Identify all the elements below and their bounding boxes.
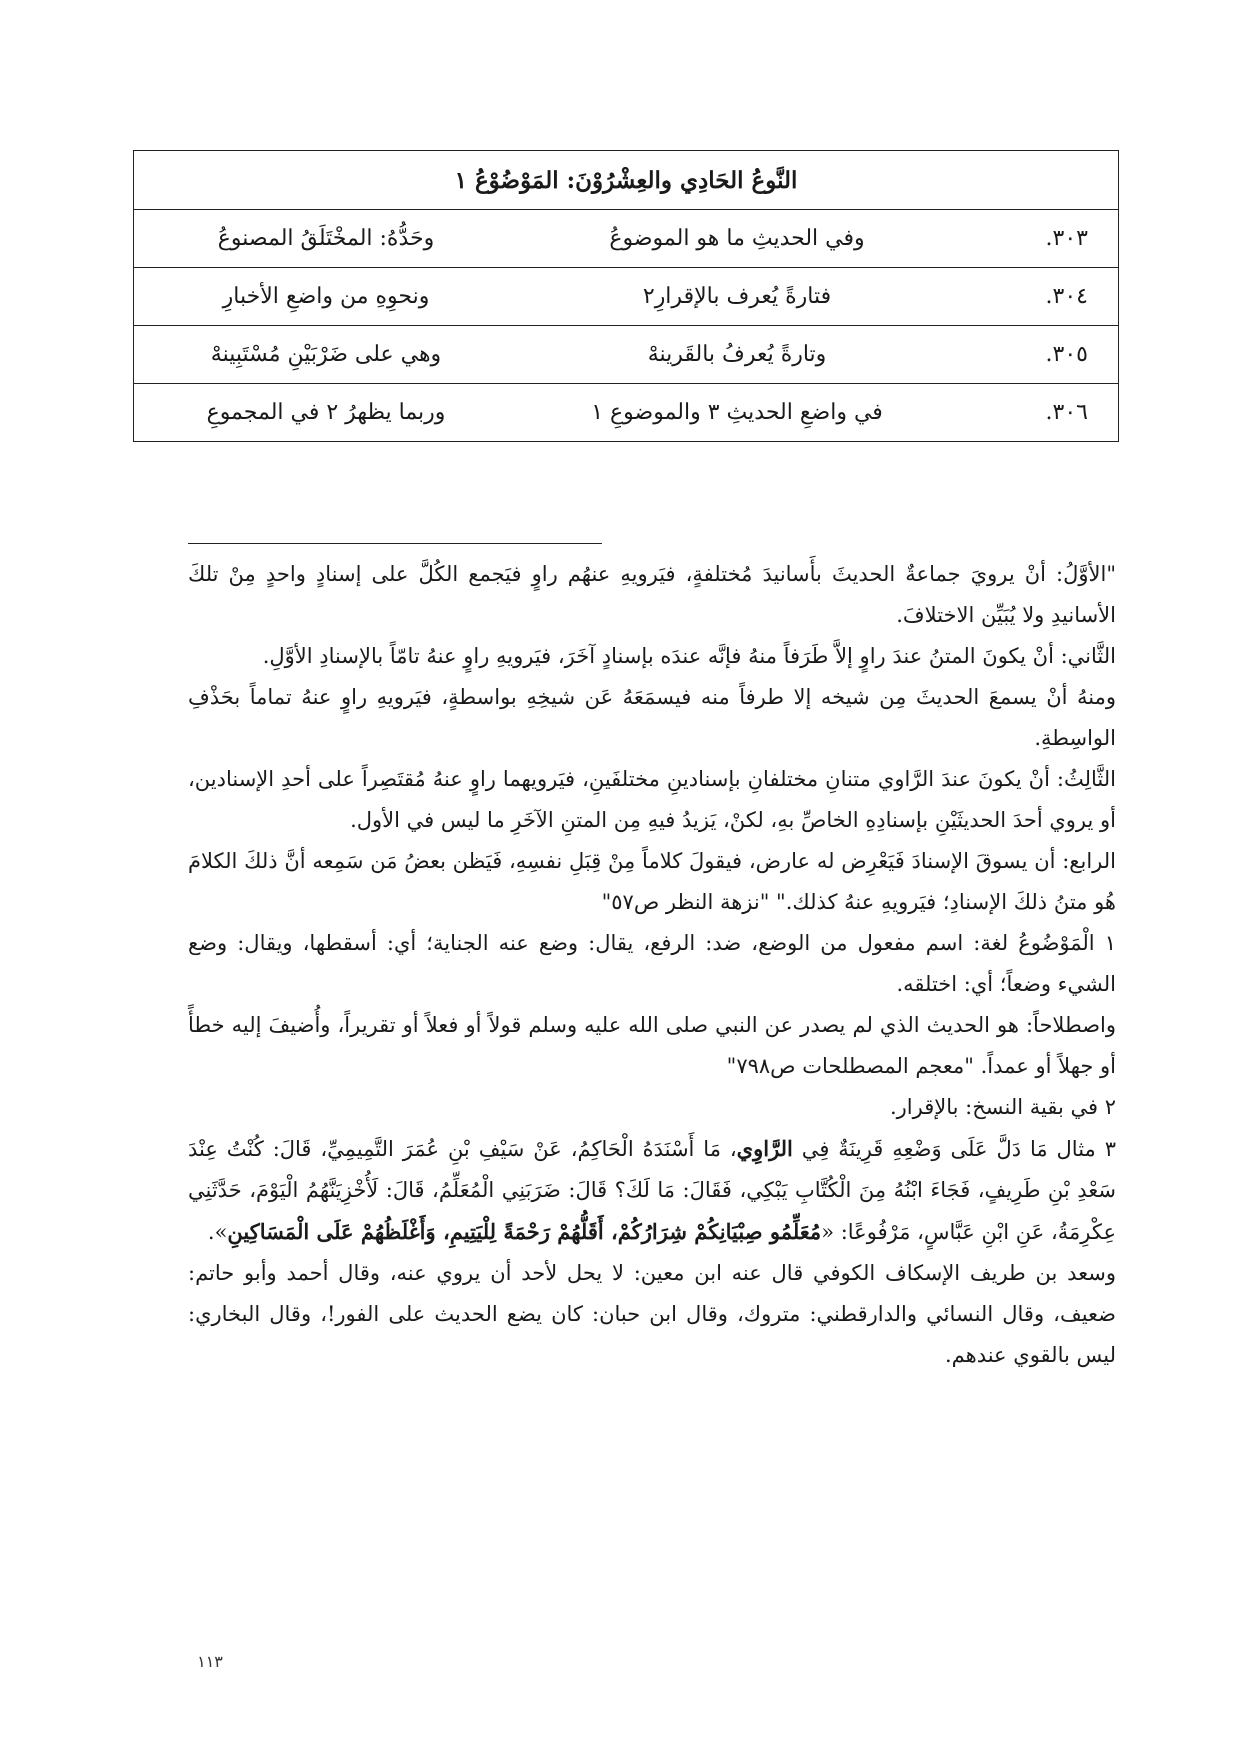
verse-second-hemistich: ونحوِهِ من واضعِ الأخبارِ (134, 268, 519, 326)
verse-number: ٣٠٤. (956, 268, 1119, 326)
footnote-paragraph: الرابع: أن يسوقَ الإسنادَ فَيَعْرِض له عارض، فيقولَ كلاماً مِنْ قِبَلِ نفسِهِ، فَيَظن بعضُ مَن سَمِعه أنَّ ذلكَ الكلامَ هُو متنُ ذلكَ الإسنادِ؛ فيَرويهِ عنهُ كذلك." "نزهة النظر ص٥٧" (188, 849, 1116, 914)
footnote-text: ». (207, 1220, 228, 1244)
verse-second-hemistich: وربما يظهرُ ٢ في المجموعِ (134, 384, 519, 442)
verse-second-hemistich: وحَدُّهُ: المخْتَلَقُ المصنوعُ (134, 210, 519, 268)
footnote-3 (188, 1128, 1116, 1253)
footnote-paragraph: وسعد بن طريف الإسكاف الكوفي قال عنه ابن معين: لا يحل لأحد أن يروي عنه، وقال أحمد وأبو حاتم: ضعيف، وقال النسائي والدارقطني: متروك، وقال ابن حبان: كان يضع الحديث على الفور!، وقال البخاري: ليس بالقوي عندهم. (188, 1261, 1116, 1367)
verse-first-hemistich: فتارةً يُعرف بالإقرارِ٢ (518, 268, 956, 326)
verse-first-hemistich: في واضعِ الحديثِ ٣ والموضوعِ ١ (518, 384, 956, 442)
table-row (134, 210, 1119, 268)
table-row (134, 384, 1119, 442)
verse-first-hemistich: وفي الحديثِ ما هو الموضوعُ (518, 210, 956, 268)
table-row (134, 326, 1119, 384)
footnote-paragraph: ومنهُ أنْ يسمعَ الحديثَ مِن شيخه إلا طرفاً منه فيسمَعَهُ عَن شيخِهِ بواسطةٍ، فيَرويهِ راوٍ عنهُ تماماً بحَذْفِ الواسِطةِ. (188, 685, 1116, 750)
footnote-paragraph: الثَّاني: أنْ يكونَ المتنُ عندَ راوٍ إلاَّ طَرَفاً منهُ فإنَّه عندَه بإسنادٍ آخَرَ، فيَرويهِ راوٍ عنهُ تامّاً بالإسنادِ الأوَّلِ. (262, 644, 1116, 668)
page-number: ١١٣ (197, 1652, 223, 1671)
footnote-bold-text: الرَّاوِي (736, 1136, 793, 1161)
footnotes (188, 554, 1116, 1376)
verse-number: ٣٠٣. (956, 210, 1119, 268)
footnote-1: ١ الْمَوْضُوعُ لغة: اسم مفعول من الوضع، ضد: الرفع، يقال: وضع عنه الجناية؛ أي: أسقطها، ويقال: وضع الشيء وضعاً؛ أي: اختلقه. (188, 931, 1116, 996)
poem-table (133, 150, 1119, 442)
verse-second-hemistich: وهي على ضَرْبَيْنِ مُسْتَبِينهْ (134, 326, 519, 384)
table-row (134, 268, 1119, 326)
footnote-text: ٣ مثال مَا دَلَّ عَلَى وَضْعِهِ قَرِينَةٌ فِي (792, 1137, 1116, 1161)
footnote-paragraph: واصطلاحاً: هو الحديث الذي لم يصدر عن النبي صلى الله عليه وسلم قولاً أو فعلاً أو تقريراً، وأُضيفَ إليه خطأً أو جهلاً أو عمداً. "معجم المصطلحات ص٧٩٨" (188, 1013, 1116, 1078)
verse-number: ٣٠٥. (956, 326, 1119, 384)
table-title-row (134, 151, 1119, 210)
footnote-paragraph: "الأوَّلُ: أنْ يرويَ جماعةٌ الحديثَ بأَسانيدَ مُختلفةٍ، فيَرويهِ عنهُم راوٍ فيَجمع الكُلَّ على إسنادٍ واحدٍ مِنْ تلكَ الأسانيدِ ولا يُبَيِّن الاختلافَ. (188, 562, 1116, 627)
footnote-paragraph: الثَّالِثُ: أنْ يكونَ عندَ الرَّاوي متنانِ مختلفانِ بإسنادينِ مختلفَينِ، فيَرويهما راوٍ عنهُ مُقتَصِراً على أحدِ الإسنادين، أو يروي أحدَ الحديثَيْنِ بإسنادِهِ الخاصِّ بهِ، لكنْ، يَزيدُ فيهِ مِن المتنِ الآخَرِ ما ليس في الأول. (188, 767, 1116, 832)
hadith-quote: مُعَلِّمُو صِبْيَانِكُمْ شِرَارُكُمْ، أَقَلُّهُمْ رَحْمَةً لِلْيَتِيمِ، وَأَغْلَظُهُمْ عَلَى الْمَسَاكِينِ (227, 1219, 822, 1244)
verse-number: ٣٠٦. (956, 384, 1119, 442)
footnote-2: ٢ في بقية النسخ: بالإقرار. (889, 1095, 1116, 1119)
footnote-text: ، مَا أَسْنَدَهُ الْحَاكِمُ، عَنْ سَيْفِ بْنِ عُمَرَ التَّمِيمِيِّ، قَالَ: كُنْتُ عِنْدَ سَعْدِ بْنِ طَرِيفٍ، فَجَاءَ ابْنُهُ مِنَ الْكُتَّابِ يَبْكِي، فَقَالَ: مَا لَكَ؟ قَالَ: ضَرَبَنِي الْمُعَلِّمُ، قَالَ: لَأُخْزِيَنَّهُمُ الْيَوْمَ، حَدَّثَنِي عِكْرِمَةُ، عَنِ ابْنِ عَبَّاسٍ، مَرْفُوعًا: « (188, 1137, 1116, 1244)
verse-first-hemistich: وتارةً يُعرفُ بالقَرينهْ (518, 326, 956, 384)
section-title: النَّوعُ الحَادِي والعِشْرُوْنَ: المَوْضُوْعُ ١ (134, 151, 1119, 210)
footnote-divider (188, 543, 602, 544)
